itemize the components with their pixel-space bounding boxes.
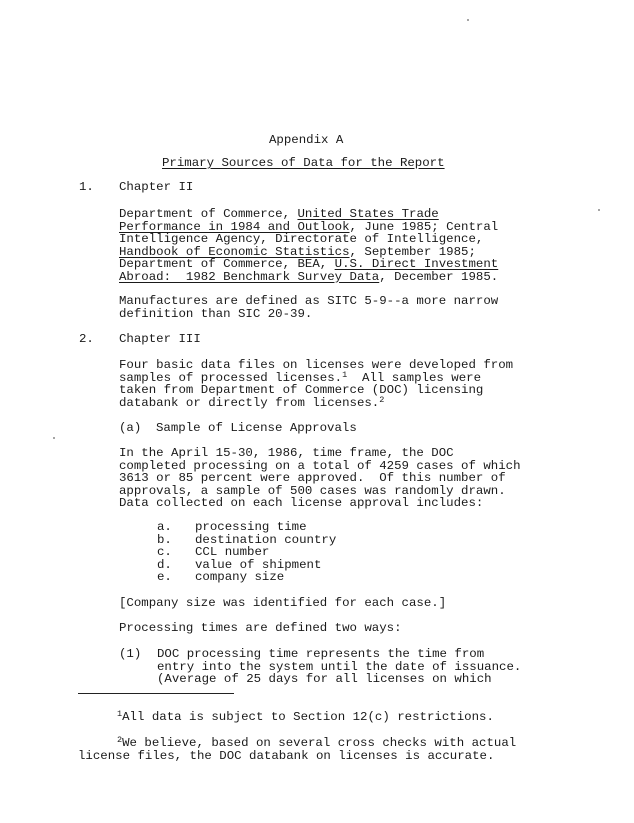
appendix-title: Appendix A: [269, 133, 344, 147]
text-line: Department of Commerce, BEA, U.S. Direct Investment: [119, 257, 499, 271]
list-item: c.: [157, 545, 172, 559]
text-line: (Average of 25 days for all licenses on which: [157, 672, 492, 686]
text-line: Intelligence Agency, Directorate of Intelligence,: [119, 232, 484, 246]
text-line: DOC processing time represents the time from: [157, 647, 485, 661]
footnote-2-continuation: license files, the DOC databank on licenses is accurate.: [78, 748, 495, 763]
footnote-ref-1: 1: [342, 369, 348, 380]
text-line: Manufactures are defined as SITC 5-9--a more narrow: [119, 294, 499, 308]
section-2-number: 2.: [79, 332, 94, 346]
list-item-text: CCL number: [195, 545, 270, 559]
section-1-number: 1.: [79, 180, 94, 194]
list-item: b.: [157, 532, 172, 547]
list-item: a.: [157, 520, 172, 534]
scan-speck: [53, 437, 55, 439]
text-line: Data collected on each license approval includes:: [119, 496, 484, 510]
text-line: Department of Commerce, United States Trade: [119, 207, 439, 221]
text-line: 3613 or 85 percent were approved. Of this number of: [119, 471, 506, 485]
footnote-ref-2: 2: [379, 394, 385, 405]
text-line: definition than SIC 20-39.: [119, 306, 313, 321]
text-line: approvals, a sample of 500 cases was randomly drawn.: [119, 483, 506, 498]
footnote-divider: [78, 693, 234, 694]
text-line: In the April 15-30, 1986, time frame, the DOC: [119, 446, 454, 460]
text-line: Four basic data files on licenses were developed from: [119, 358, 514, 372]
text-line: taken from Department of Commerce (DOC) licensing: [119, 383, 484, 397]
footnote-2: $^2$We believe, based on several cross checks with actual: [117, 735, 517, 750]
list-item-text: destination country: [195, 532, 337, 547]
text-line: samples of processed licenses.$^1$ All samples were: [119, 369, 482, 385]
subsection-a-label: (a): [119, 421, 142, 435]
list-item-text: value of shipment: [195, 557, 322, 572]
company-size-note: [Company size was identified for each case.]: [119, 596, 447, 610]
scan-speck: [598, 209, 600, 211]
list-item: e.: [157, 570, 172, 584]
processing-times-intro: Processing times are defined two ways:: [119, 621, 402, 635]
text-line: Abroad: 1982 Benchmark Survey Data, December 1985.: [119, 269, 499, 284]
list-item-text: processing time: [195, 520, 307, 534]
list-item-text: company size: [195, 570, 285, 584]
text-line: completed processing on a total of 4259 cases of which: [119, 458, 521, 473]
scan-speck: [467, 19, 469, 21]
definition-1-label: (1): [119, 647, 142, 661]
text-line: Performance in 1984 and Outlook, June 1985; Central: [119, 219, 499, 234]
section-2-heading: Chapter III: [119, 332, 201, 346]
text-line: Handbook of Economic Statistics, September 1985;: [119, 244, 476, 259]
text-line: entry into the system until the date of issuance.: [157, 659, 522, 674]
text-line: databank or directly from licenses.$^2$: [119, 394, 385, 410]
list-item: d.: [157, 557, 172, 572]
report-subtitle: Primary Sources of Data for the Report: [162, 156, 445, 170]
subsection-a-heading: Sample of License Approvals: [156, 421, 357, 435]
section-1-heading: Chapter II: [119, 180, 194, 194]
footnote-1: $^1$All data is subject to Section 12(c) restrictions.: [117, 709, 494, 724]
